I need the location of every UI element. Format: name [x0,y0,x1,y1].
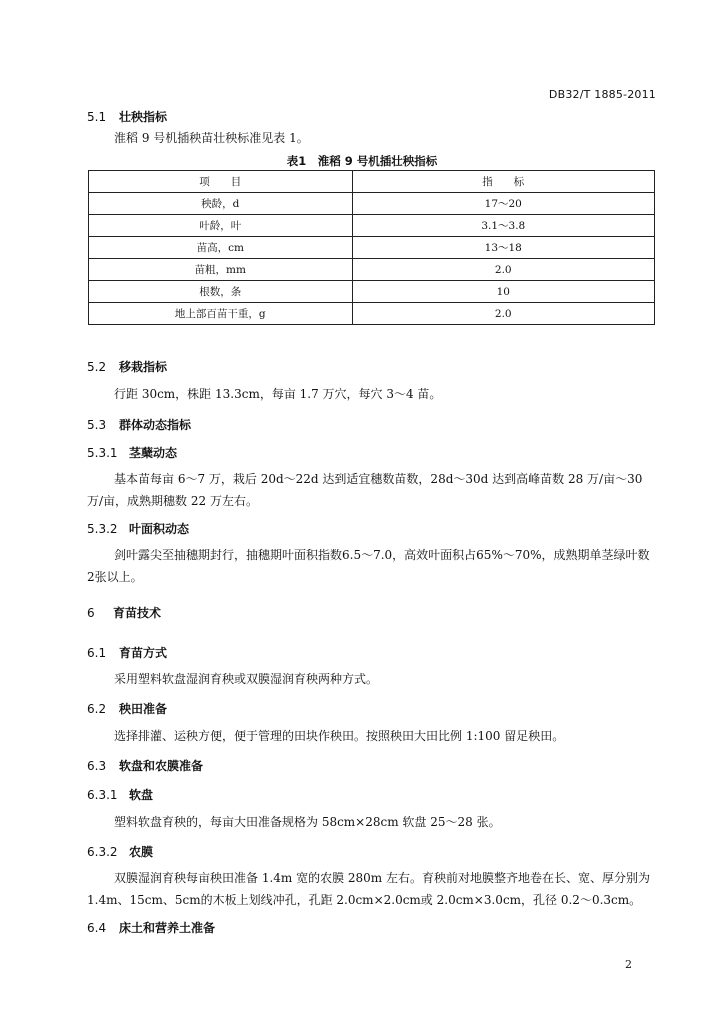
section-title: 移栽指标 [119,360,168,374]
section-number: 5.3.1 [87,446,118,460]
table-cell-value: 2.0 [352,303,654,325]
section-title: 育苗技术 [113,606,162,620]
heading-6-3 [87,757,203,774]
section-number: 6.3 [87,759,107,773]
table-cell-value: 3.1～3.8 [352,215,654,237]
table-cell-item: 地上部百苗干重，g [89,303,353,325]
section-title: 农膜 [129,845,154,859]
table-row [89,215,655,237]
section-title: 群体动态指标 [119,418,192,432]
table-row [89,237,655,259]
heading-5-3-1 [87,444,177,461]
column-header-item: 项 目 [89,171,353,193]
table-caption: 表1 淮稻 9 号机插壮秧指标 [286,154,438,168]
table-cell-item: 苗粗，mm [89,259,353,281]
paragraph-6-3-2: 双膜湿润育秧每亩秧田准备 1.4m 宽的农膜 280m 左右。育秧前对地膜整齐地卷在长、宽、厚分别为 1.4m、15cm、5cm的木板上划线冲孔，孔距 2.0cm×2.0cm或 2.0cm×3.0cm，孔径 0.2～0.3cm。 [87,871,651,907]
paragraph-5-3-1: 基本苗每亩 6～7 万，栽后 20d～22d 达到适宜穗数苗数，28d～30d 达到高峰苗数 28 万/亩～30 万/亩，成熟期穗数 22 万左右。 [87,472,643,508]
page-number: 2 [625,958,632,971]
section-title: 壮秧指标 [119,110,168,124]
heading-6-3-2 [87,843,153,860]
heading-6-4 [87,919,215,936]
table-header-row [89,171,655,193]
table-cell-item: 叶龄，叶 [89,215,353,237]
heading-5-3-2 [87,520,189,537]
heading-6-3-1 [87,786,153,803]
table-cell-item: 苗高，cm [89,237,353,259]
paragraph-6-1: 采用塑料软盘湿润育秧或双膜湿润育秧两种方式。 [114,672,379,686]
table-row [89,281,655,303]
section-number: 5.3 [87,418,107,432]
paragraph-5-1: 淮稻 9 号机插秧苗壮秧标准见表 1。 [114,131,309,145]
section-number: 6.3.1 [87,788,118,802]
section-number: 5.1 [87,110,107,124]
section-number: 6.1 [87,646,107,660]
heading-6 [87,604,161,621]
heading-5-1 [87,108,167,125]
section-title: 软盘 [129,788,154,802]
table-cell-item: 秧龄，d [89,193,353,215]
section-title: 软盘和农膜准备 [119,759,204,773]
table-cell-value: 13～18 [352,237,654,259]
indicator-table [88,170,655,325]
heading-6-1 [87,644,167,661]
standard-code: DB32/T 1885-2011 [548,88,656,101]
heading-5-3 [87,416,191,433]
section-title: 育苗方式 [119,646,168,660]
table-row [89,259,655,281]
section-number: 5.3.2 [87,522,118,536]
paragraph-5-3-2: 剑叶露尖至抽穗期封行，抽穗期叶面积指数6.5～7.0，高效叶面积占65%～70%，成熟期单茎绿叶数2张以上。 [87,548,650,584]
section-number: 6.2 [87,702,107,716]
section-number: 6.4 [87,921,107,935]
table-row [89,193,655,215]
table-cell-value: 17～20 [352,193,654,215]
paragraph-6-2: 选择排灌、运秧方便，便于管理的田块作秧田。按照秧田大田比例 1:100 留足秧田。 [114,729,565,743]
paragraph-6-3-1: 塑料软盘育秧的，每亩大田准备规格为 58cm×28cm 软盘 25～28 张。 [114,815,501,829]
section-title: 床土和营养土准备 [119,921,216,935]
section-number: 6 [87,606,95,620]
table-cell-item: 根数，条 [89,281,353,303]
section-title: 叶面积动态 [129,522,190,536]
table-cell-value: 2.0 [352,259,654,281]
heading-6-2 [87,700,167,717]
section-title: 茎蘖动态 [129,446,178,460]
table-row [89,303,655,325]
heading-5-2 [87,358,167,375]
table-cell-value: 10 [352,281,654,303]
paragraph-5-2: 行距 30cm，株距 13.3cm，每亩 1.7 万穴，每穴 3～4 苗。 [114,387,442,401]
section-number: 6.3.2 [87,845,118,859]
column-header-value: 指 标 [352,171,654,193]
section-number: 5.2 [87,360,107,374]
section-title: 秧田准备 [119,702,168,716]
